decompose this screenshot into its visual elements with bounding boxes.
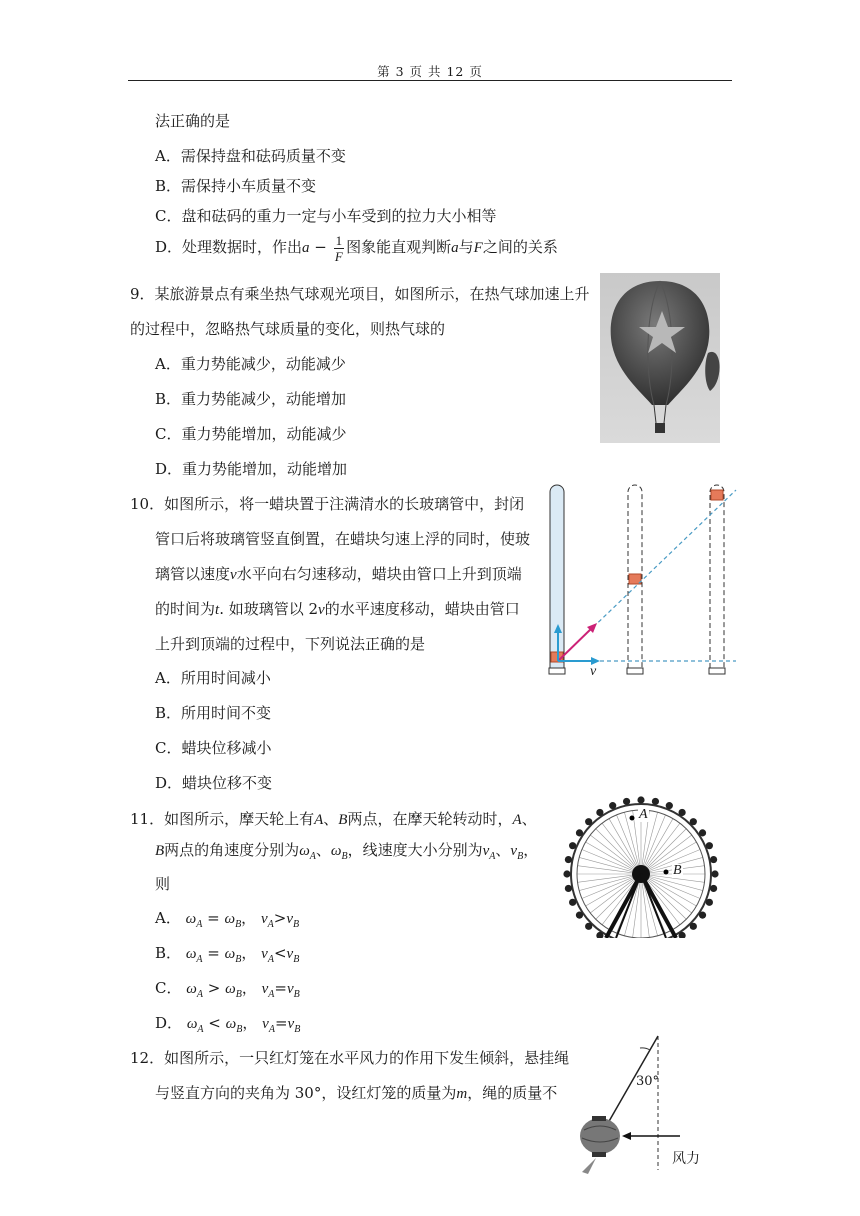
point-B: B (155, 843, 165, 859)
q11-text: 11．如图所示，摩天轮上有 (130, 810, 315, 828)
wheel-spoke (641, 842, 696, 874)
hot-air-balloon-photo (600, 273, 720, 443)
omega-symbol: ω (225, 981, 236, 997)
q11-option-c (155, 977, 300, 1000)
var-v: v (482, 843, 490, 859)
q10-stem-line4 (155, 598, 520, 619)
q9-option-d: D．重力势能增加，动能增加 (155, 460, 348, 478)
subscript-B: B (293, 989, 300, 1000)
q11-text: ，线速度大小分别为 (347, 841, 483, 859)
q10-option-a: A．所用时间减小 (155, 669, 271, 687)
q11-option-d (155, 1012, 300, 1035)
q11-stem-line1 (130, 808, 537, 829)
wheel-cabin (565, 856, 572, 863)
wheel-spoke (586, 842, 641, 874)
subscript-A: A (489, 851, 496, 862)
wheel-spoke (624, 874, 641, 936)
q11-text: 、 (315, 841, 331, 859)
relation-symbol: = (207, 909, 220, 927)
ferris-wheel-figure (556, 796, 726, 938)
subscript-A: A (268, 1024, 275, 1035)
point-A: A (512, 812, 522, 828)
q11-stem-line2 (155, 838, 538, 869)
q10-text: . 如玻璃管以 2 (219, 600, 319, 618)
wheel-cabin (563, 870, 570, 877)
point-A: A (314, 812, 324, 828)
omega-symbol: ω (185, 911, 197, 927)
omega-symbol: ω (186, 981, 197, 997)
relation-symbol: < (273, 944, 287, 962)
var-a: a (302, 240, 310, 256)
omega-symbol: ω (330, 843, 342, 859)
option-label: A． (155, 909, 181, 927)
subscript-A: A (197, 1024, 204, 1035)
subscript-B: B (341, 851, 348, 862)
q10-text: 璃管以速度 (155, 565, 231, 583)
omega-symbol: ω (224, 946, 236, 962)
subscript-A: A (196, 954, 203, 965)
subscript-B: B (517, 851, 524, 862)
q8-option-c: C．盘和砝码的重力一定与小车受到的拉力大小相等 (155, 207, 497, 225)
omega-symbol: ω (186, 1016, 198, 1032)
q8-d-mid: 图象能直观判断 (346, 238, 452, 256)
wheel-spoke (609, 819, 641, 874)
relation-symbol: < (208, 1014, 221, 1032)
q9-option-c: C．重力势能增加，动能减少 (155, 425, 347, 443)
wheel-cabin (637, 796, 644, 803)
option-label: D． (155, 1014, 183, 1032)
header-rule (128, 80, 732, 81)
var-v: v (260, 911, 268, 927)
subscript-A: A (196, 919, 203, 930)
wheel-spoke (596, 829, 641, 874)
subscript-A: A (309, 851, 316, 862)
q11-text: 两点的角速度分别为 (164, 841, 300, 859)
q10-option-d: D．蜡块位移不变 (155, 774, 273, 792)
var-v: v (230, 567, 237, 583)
point-B-marker (664, 870, 669, 875)
q10-option-b: B．所用时间不变 (155, 704, 272, 722)
option-label: C． (155, 979, 182, 997)
relation-symbol: = (274, 979, 287, 997)
q11-text: 、 (521, 810, 537, 828)
wheel-cabin (690, 818, 697, 825)
wheel-cabin (623, 798, 630, 805)
omega-symbol: ω (225, 1016, 237, 1032)
q10-stem-line5: 上升到顶端的过程中，下列说法正确的是 (155, 635, 426, 653)
fraction-denominator: F (334, 248, 343, 264)
q12-text: 与竖直方向的夹角为 30°，设红灯笼的质量为 (155, 1084, 457, 1102)
var-v: v (287, 1016, 295, 1032)
subscript-B: B (293, 954, 300, 965)
q11-text: 两点，在摩天轮转动时， (347, 810, 513, 828)
relation-symbol: > (207, 979, 221, 997)
red-lantern-diagram (570, 1030, 720, 1180)
comma: ， (241, 944, 257, 962)
angle-label: 30° (636, 1074, 660, 1089)
q11-text: ， (523, 841, 539, 859)
q8-option-b: B．需保持小车质量不变 (155, 177, 317, 195)
var-v: v (261, 946, 268, 962)
point-A-marker (630, 816, 635, 821)
q8-d-prefix: D．处理数据时，作出 (155, 238, 303, 256)
wind-force-label: 风力 (672, 1151, 700, 1167)
subscript-B: B (294, 1024, 301, 1035)
var-v: v (286, 911, 293, 927)
wheel-cabin (699, 829, 706, 836)
var-v: v (262, 1016, 269, 1032)
q10-stem-line2: 管口后将玻璃管竖直倒置，在蜡块匀速上浮的同时，使玻 (155, 530, 531, 548)
wheel-cabin (585, 818, 592, 825)
relation-symbol: = (207, 944, 220, 962)
option-label: B． (155, 944, 182, 962)
var-v: v (318, 602, 325, 618)
var-a: a (451, 240, 459, 256)
q12-text: ，绳的质量不 (467, 1084, 558, 1102)
glass-tube-diagram (540, 478, 740, 678)
q11-stem-line3: 则 (155, 875, 171, 893)
q12-stem-line2 (155, 1082, 557, 1103)
comma: ， (241, 979, 257, 997)
wheel-cabin (710, 856, 717, 863)
q8-option-d (155, 232, 558, 264)
wheel-cabin (706, 842, 713, 849)
figure-label-A: A (639, 807, 648, 822)
var-t: t (215, 602, 220, 618)
q10-text: 的水平速度移动，蜡块由管口 (324, 600, 520, 618)
subscript-A: A (267, 954, 274, 965)
relation-symbol: = (274, 1014, 288, 1032)
subscript-A: A (267, 919, 274, 930)
subscript-A: A (196, 989, 203, 1000)
omega-symbol: ω (299, 843, 310, 859)
wheel-cabin (666, 802, 673, 809)
q9-stem-line2: 的过程中，忽略热气球质量的变化，则热气球的 (130, 320, 446, 338)
q10-stem-line1: 10．如图所示，将一蜡块置于注满清水的长玻璃管中，封闭 (130, 495, 525, 513)
wheel-cabin (565, 885, 572, 892)
wheel-cabin (652, 798, 659, 805)
var-v: v (286, 981, 294, 997)
wheel-cabin (576, 829, 583, 836)
page-number-header: 第 3 页 共 12 页 (377, 64, 483, 79)
angle-arc (640, 1048, 650, 1050)
q10-option-c: C．蜡块位移减小 (155, 739, 272, 757)
q12-stem-line1: 12．如图所示，一只红灯笼在水平风力的作用下发生倾斜，悬挂绳 (130, 1049, 570, 1067)
minus-sign: − (309, 238, 332, 256)
q10-text: 的时间为 (155, 600, 216, 618)
subscript-B: B (235, 954, 242, 965)
var-v: v (261, 981, 269, 997)
q8-d-suffix: 之间的关系 (482, 238, 558, 256)
wheel-cabin (569, 842, 576, 849)
comma: ， (242, 1014, 258, 1032)
q9-option-b: B．重力势能减少，动能增加 (155, 390, 347, 408)
wheel-cabin (706, 899, 713, 906)
q9-option-a: A．重力势能减少，动能减少 (155, 355, 346, 373)
q10-stem-line3 (155, 563, 522, 584)
wheel-cabin (609, 802, 616, 809)
q10-text: 水平向右匀速移动，蜡块由管口上升到顶端 (236, 565, 522, 583)
subscript-B: B (293, 919, 300, 930)
q11-option-b (155, 942, 299, 965)
var-v: v (510, 843, 518, 859)
wheel-cabin (710, 885, 717, 892)
point-B: B (338, 812, 348, 828)
wheel-cabin (585, 923, 592, 930)
relation-symbol: > (273, 909, 287, 927)
subscript-B: B (235, 989, 242, 1000)
fraction-numerator: 1 (335, 232, 343, 248)
subscript-B: B (235, 919, 242, 930)
wheel-cabin (690, 923, 697, 930)
wheel-spoke (641, 874, 658, 936)
q11-option-a (155, 907, 299, 930)
q8-d-with: 与 (458, 238, 474, 256)
omega-symbol: ω (224, 911, 236, 927)
fraction-1-over-F (334, 233, 345, 264)
subscript-A: A (268, 989, 275, 1000)
lantern-icon (580, 1116, 620, 1174)
wheel-cabin (711, 870, 718, 877)
omega-symbol: ω (185, 946, 197, 962)
wheel-cabin (576, 912, 583, 919)
wheel-spoke (641, 819, 673, 874)
wheel-spoke (579, 857, 641, 874)
velocity-label-v: v (590, 664, 597, 679)
wheel-cabin (569, 899, 576, 906)
wheel-cabin (596, 809, 603, 816)
q8-continuation: 法正确的是 (155, 112, 231, 130)
var-m: m (456, 1086, 468, 1102)
comma: ， (241, 909, 257, 927)
subscript-B: B (236, 1024, 243, 1035)
wheel-cabin (679, 809, 686, 816)
q8-option-a: A．需保持盘和砝码质量不变 (155, 147, 346, 165)
wheel-cabin (699, 912, 706, 919)
figure-label-B: B (673, 863, 682, 878)
q11-text: 、 (495, 841, 511, 859)
var-F: F (473, 240, 483, 256)
var-v: v (286, 946, 294, 962)
q9-stem-line1: 9．某旅游景点有乘坐热气球观光项目，如图所示，在热气球加速上升 (130, 285, 590, 303)
q11-text: 、 (323, 810, 339, 828)
